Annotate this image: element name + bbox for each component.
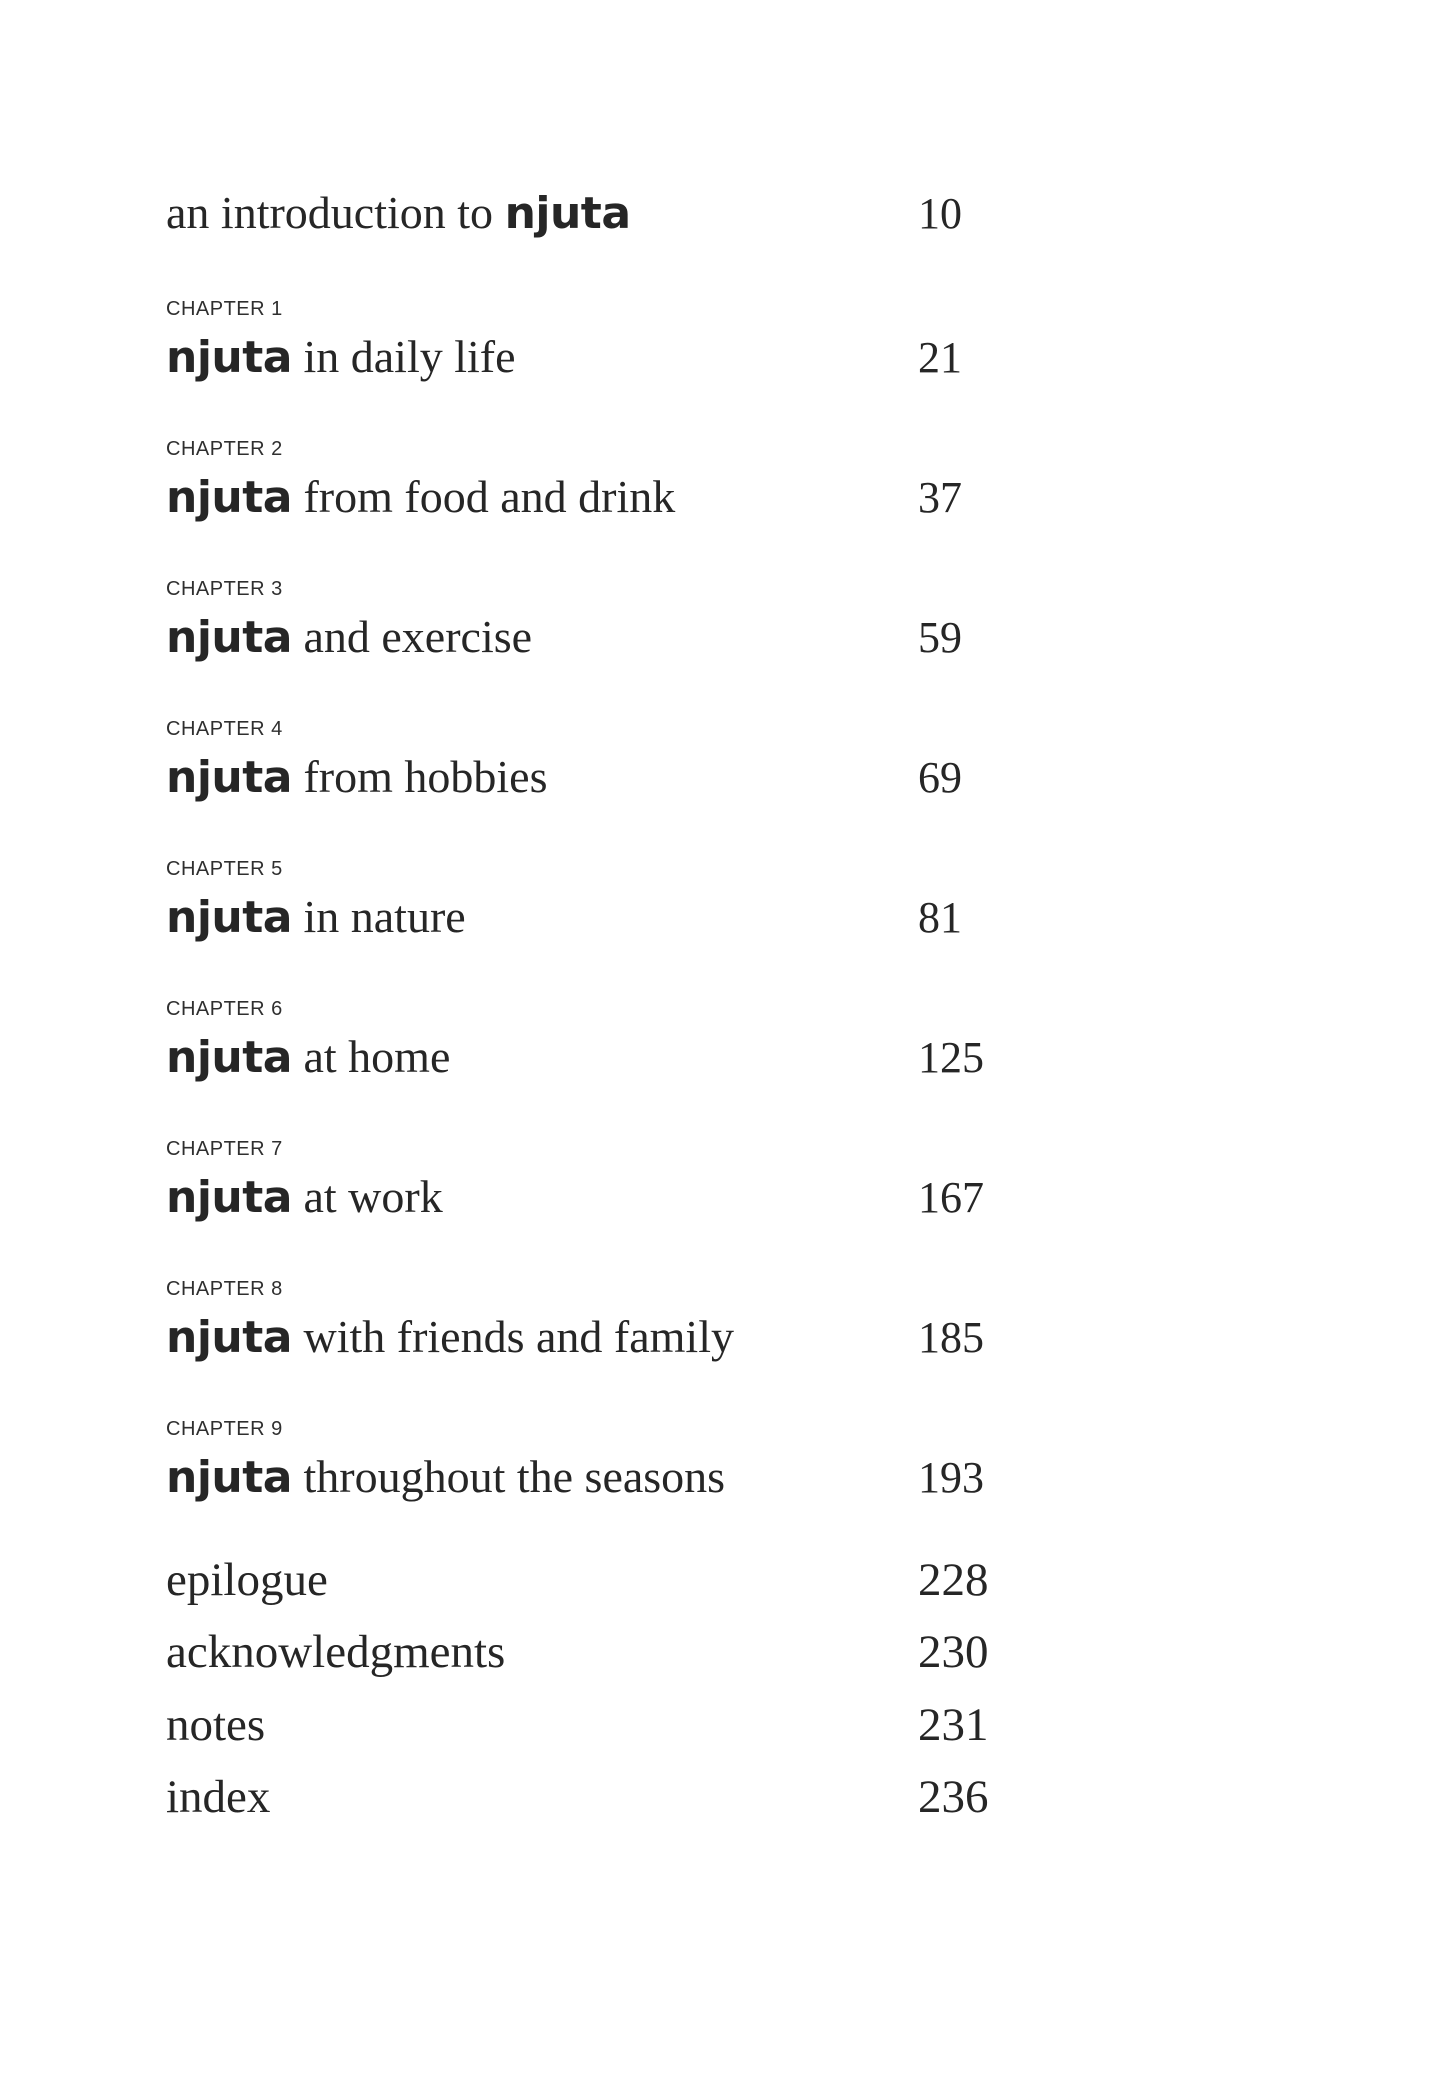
page-number: 185 — [918, 1313, 984, 1362]
page-number: 236 — [918, 1771, 989, 1823]
chapter-label: CHAPTER 7 — [166, 1138, 283, 1160]
entry-title — [166, 611, 533, 663]
title-text: and exercise — [291, 611, 533, 662]
page-number: 167 — [918, 1173, 984, 1222]
entry-title — [166, 751, 548, 803]
entry-title — [166, 1451, 726, 1503]
page-number: 193 — [918, 1453, 984, 1502]
page-number: 230 — [918, 1626, 989, 1678]
title-text: from hobbies — [291, 751, 548, 802]
brand-word: njuta — [166, 612, 292, 663]
entry-title — [166, 471, 676, 523]
brand-word: njuta — [166, 1312, 292, 1363]
entry-title — [166, 187, 631, 239]
entry-title: notes — [166, 1699, 266, 1751]
brand-word: njuta — [166, 1172, 292, 1223]
page-number: 21 — [918, 333, 962, 382]
chapter-label: CHAPTER 9 — [166, 1418, 283, 1440]
brand-word: njuta — [166, 1452, 292, 1503]
entry-title: epilogue — [166, 1554, 328, 1606]
brand-word: njuta — [166, 752, 292, 803]
chapter-label: CHAPTER 4 — [166, 718, 283, 740]
page-number: 59 — [918, 613, 962, 662]
title-text: from food and drink — [291, 471, 676, 522]
brand-word: njuta — [166, 892, 292, 943]
page-number: 69 — [918, 753, 962, 802]
chapter-label: CHAPTER 2 — [166, 438, 283, 460]
chapter-label: CHAPTER 5 — [166, 858, 283, 880]
page-number: 37 — [918, 473, 962, 522]
brand-word: njuta — [166, 472, 292, 523]
chapter-label: CHAPTER 8 — [166, 1278, 283, 1300]
title-text: in daily life — [291, 331, 516, 382]
entry-title — [166, 1311, 734, 1363]
chapter-label: CHAPTER 3 — [166, 578, 283, 600]
entry-title — [166, 1171, 443, 1223]
brand-word: njuta — [504, 188, 631, 239]
brand-word: njuta — [166, 332, 292, 383]
brand-word: njuta — [166, 1032, 292, 1083]
title-text: throughout the seasons — [291, 1451, 726, 1502]
entry-title: index — [166, 1771, 271, 1823]
chapter-label: CHAPTER 1 — [166, 298, 283, 320]
entry-title — [166, 1031, 451, 1083]
page-number: 231 — [918, 1699, 989, 1751]
entry-title: acknowledgments — [166, 1626, 506, 1678]
title-text: at work — [291, 1171, 443, 1222]
entry-title — [166, 891, 466, 943]
title-text: at home — [291, 1031, 451, 1082]
page-number: 81 — [918, 893, 962, 942]
title-text: an introduction to — [166, 187, 505, 238]
title-text: with friends and family — [291, 1311, 734, 1362]
page-number: 125 — [918, 1033, 984, 1082]
title-text: in nature — [291, 891, 466, 942]
page-number: 228 — [918, 1554, 989, 1606]
entry-title — [166, 331, 516, 383]
page-number: 10 — [918, 189, 962, 238]
chapter-label: CHAPTER 6 — [166, 998, 283, 1020]
